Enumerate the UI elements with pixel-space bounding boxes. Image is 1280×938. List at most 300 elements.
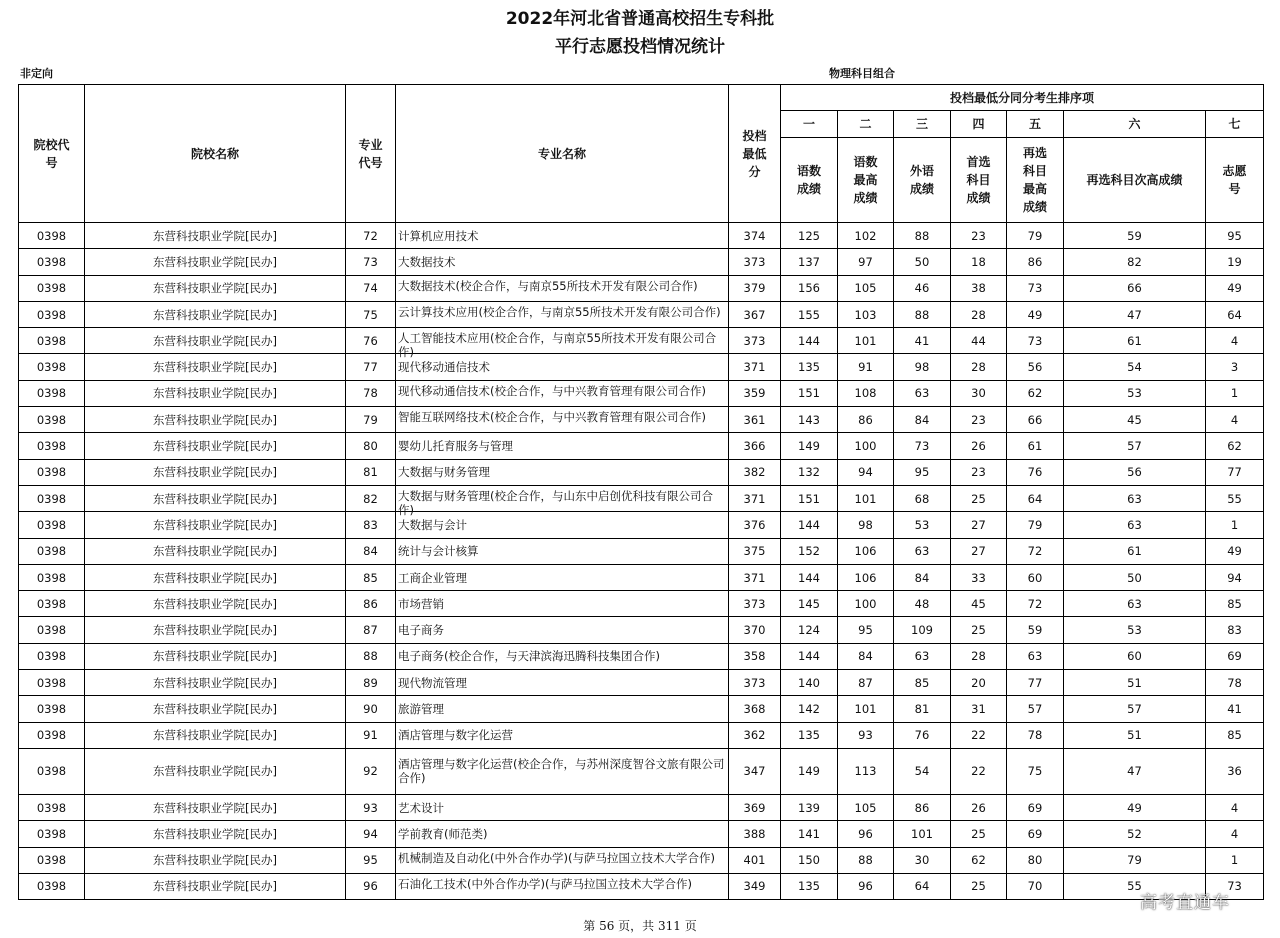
major-name-text: 云计算技术应用(校企合作，与南京55所技术开发有限公司合作) [398,304,721,319]
cell-foreign-lang-score: 73 [894,433,951,459]
cell-school-code: 0398 [19,643,85,669]
cell-min-score: 366 [729,433,781,459]
cell-first-subject-score: 30 [951,380,1007,406]
cell-school-name: 东营科技职业学院[民办] [85,407,346,433]
cell-foreign-lang-score: 30 [894,847,951,873]
cell-first-subject-score: 27 [951,512,1007,538]
cell-chinese-math-max: 105 [838,794,894,820]
cell-second-subject-next: 47 [1064,301,1206,327]
cell-foreign-lang-score: 84 [894,564,951,590]
cell-major-code: 80 [346,433,396,459]
cell-first-subject-score: 33 [951,564,1007,590]
cell-school-name: 东营科技职业学院[民办] [85,847,346,873]
table-row [19,380,1264,406]
cell-major-name [396,407,729,433]
table-row [19,407,1264,433]
header-order-4: 四 [951,111,1007,138]
page-title: 2022年河北省普通高校招生专科批 [505,9,775,29]
cell-foreign-lang-score: 68 [894,485,951,511]
major-name-text: 大数据与财务管理(校企合作，与山东中启创优科技有限公司合作) [398,488,713,517]
table-row [19,433,1264,459]
cell-school-code: 0398 [19,847,85,873]
cell-chinese-math-score: 144 [781,512,838,538]
cell-first-subject-score: 62 [951,847,1007,873]
header-order-6: 六 [1064,111,1206,138]
table-row [19,748,1264,794]
cell-chinese-math-score: 151 [781,485,838,511]
cell-foreign-lang-score: 63 [894,538,951,564]
cell-school-code: 0398 [19,459,85,485]
cell-major-name [396,873,729,899]
cell-major-code: 93 [346,794,396,820]
table-row [19,564,1264,590]
cell-chinese-math-score: 152 [781,538,838,564]
header-min-score: 投档最低分 [729,85,781,223]
cell-chinese-math-score: 145 [781,591,838,617]
cell-major-name [396,485,729,517]
header-major-code: 专业代号 [346,85,396,223]
header-sort-item-3: 外语成绩 [894,138,951,223]
cell-choice-number: 36 [1206,748,1264,794]
cell-first-subject-score: 23 [951,407,1007,433]
table-row [19,485,1264,511]
cell-foreign-lang-score: 63 [894,643,951,669]
cell-first-subject-score: 25 [951,821,1007,847]
table-row [19,696,1264,722]
cell-major-name: 计算机应用技术 [396,223,729,249]
cell-major-code: 90 [346,696,396,722]
cell-chinese-math-max: 97 [838,249,894,275]
table-row [19,249,1264,275]
cell-school-code: 0398 [19,591,85,617]
table-row [19,301,1264,327]
table-row [19,591,1264,617]
cell-school-name: 东营科技职业学院[民办] [85,696,346,722]
table-row [19,354,1264,380]
cell-first-subject-score: 25 [951,873,1007,899]
cell-major-code: 82 [346,485,396,511]
cell-min-score: 401 [729,847,781,873]
table-row [19,670,1264,696]
table-row [19,459,1264,485]
cell-major-name: 现代移动通信技术 [396,354,729,380]
cell-chinese-math-max: 88 [838,847,894,873]
cell-foreign-lang-score: 95 [894,459,951,485]
cell-chinese-math-max: 91 [838,354,894,380]
cell-major-name: 电子商务 [396,617,729,643]
cell-chinese-math-max: 84 [838,643,894,669]
cell-major-name: 酒店管理与数字化运营 [396,722,729,748]
cell-chinese-math-max: 101 [838,328,894,354]
cell-foreign-lang-score: 86 [894,794,951,820]
cell-choice-number: 4 [1206,407,1264,433]
cell-chinese-math-max: 96 [838,821,894,847]
cell-foreign-lang-score: 88 [894,301,951,327]
cell-choice-number: 4 [1206,794,1264,820]
cell-school-code: 0398 [19,696,85,722]
cell-chinese-math-max: 102 [838,223,894,249]
cell-second-subject-next: 49 [1064,794,1206,820]
table-row [19,617,1264,643]
cell-foreign-lang-score: 88 [894,223,951,249]
cell-major-name: 大数据技术 [396,249,729,275]
cell-school-name: 东营科技职业学院[民办] [85,722,346,748]
cell-foreign-lang-score: 109 [894,617,951,643]
cell-second-subject-max: 56 [1007,354,1064,380]
cell-first-subject-score: 22 [951,722,1007,748]
major-name-text: 现代移动通信技术(校企合作，与中兴教育管理有限公司合作) [398,383,706,398]
cell-second-subject-max: 60 [1007,564,1064,590]
table-row [19,538,1264,564]
cell-choice-number: 95 [1206,223,1264,249]
cell-first-subject-score: 27 [951,538,1007,564]
cell-foreign-lang-score: 46 [894,275,951,301]
cell-second-subject-max: 73 [1007,328,1064,354]
cell-chinese-math-max: 101 [838,696,894,722]
cell-first-subject-score: 18 [951,249,1007,275]
header-sort-item-7: 志愿号 [1206,138,1264,223]
cell-major-code: 73 [346,249,396,275]
cell-chinese-math-score: 137 [781,249,838,275]
cell-first-subject-score: 25 [951,617,1007,643]
cell-major-name [396,380,729,406]
cell-choice-number: 78 [1206,670,1264,696]
header-tie-group: 投档最低分同分考生排序项 [781,85,1264,111]
cell-school-code: 0398 [19,538,85,564]
cell-min-score: 376 [729,512,781,538]
cell-major-name: 大数据与财务管理 [396,459,729,485]
cell-school-name: 东营科技职业学院[民办] [85,873,346,899]
cell-foreign-lang-score: 54 [894,748,951,794]
cell-first-subject-score: 28 [951,301,1007,327]
cell-chinese-math-max: 87 [838,670,894,696]
cell-chinese-math-max: 96 [838,873,894,899]
cell-major-code: 91 [346,722,396,748]
cell-school-code: 0398 [19,564,85,590]
cell-first-subject-score: 38 [951,275,1007,301]
cell-chinese-math-max: 86 [838,407,894,433]
cell-school-code: 0398 [19,328,85,354]
cell-chinese-math-score: 139 [781,794,838,820]
cell-chinese-math-score: 132 [781,459,838,485]
cell-second-subject-max: 70 [1007,873,1064,899]
cell-major-code: 77 [346,354,396,380]
cell-school-name: 东营科技职业学院[民办] [85,301,346,327]
cell-major-name [396,847,729,873]
cell-second-subject-max: 66 [1007,407,1064,433]
cell-school-code: 0398 [19,407,85,433]
cell-foreign-lang-score: 63 [894,380,951,406]
cell-major-code: 96 [346,873,396,899]
cell-second-subject-next: 57 [1064,696,1206,722]
cell-major-name: 艺术设计 [396,794,729,820]
cell-choice-number: 83 [1206,617,1264,643]
cell-first-subject-score: 23 [951,459,1007,485]
cell-major-name: 酒店管理与数字化运营(校企合作，与苏州深度智谷文旅有限公司合作) [396,748,729,794]
cell-major-name: 旅游管理 [396,696,729,722]
cell-chinese-math-max: 106 [838,538,894,564]
table-row [19,794,1264,820]
cell-min-score: 371 [729,354,781,380]
cell-foreign-lang-score: 50 [894,249,951,275]
cell-major-name: 学前教育(师范类) [396,821,729,847]
header-order-5: 五 [1007,111,1064,138]
cell-school-name: 东营科技职业学院[民办] [85,249,346,275]
cell-second-subject-max: 73 [1007,275,1064,301]
cell-foreign-lang-score: 48 [894,591,951,617]
cell-school-name: 东营科技职业学院[民办] [85,617,346,643]
cell-chinese-math-max: 95 [838,617,894,643]
cell-choice-number: 85 [1206,591,1264,617]
cell-first-subject-score: 20 [951,670,1007,696]
cell-choice-number: 19 [1206,249,1264,275]
major-name-text: 机械制造及自动化(中外合作办学)(与萨马拉国立技术大学合作) [398,850,715,865]
cell-second-subject-max: 86 [1007,249,1064,275]
cell-major-name: 现代物流管理 [396,670,729,696]
cell-school-code: 0398 [19,275,85,301]
major-name-text: 石油化工技术(中外合作办学)(与萨马拉国立技术大学合作) [398,876,692,891]
cell-chinese-math-max: 105 [838,275,894,301]
cell-second-subject-next: 50 [1064,564,1206,590]
cell-second-subject-next: 59 [1064,223,1206,249]
cell-major-name: 市场营销 [396,591,729,617]
cell-first-subject-score: 28 [951,643,1007,669]
cell-min-score: 347 [729,748,781,794]
subject-group-label: 物理科目组合 [829,67,895,80]
cell-second-subject-max: 72 [1007,538,1064,564]
cell-second-subject-next: 52 [1064,821,1206,847]
cell-second-subject-max: 49 [1007,301,1064,327]
cell-chinese-math-max: 100 [838,591,894,617]
cell-school-name: 东营科技职业学院[民办] [85,459,346,485]
cell-school-name: 东营科技职业学院[民办] [85,564,346,590]
cell-choice-number: 55 [1206,485,1264,511]
cell-school-code: 0398 [19,380,85,406]
cell-second-subject-next: 63 [1064,512,1206,538]
cell-second-subject-next: 51 [1064,722,1206,748]
cell-school-name: 东营科技职业学院[民办] [85,512,346,538]
cell-second-subject-next: 56 [1064,459,1206,485]
cell-min-score: 371 [729,485,781,511]
cell-foreign-lang-score: 84 [894,407,951,433]
cell-first-subject-score: 28 [951,354,1007,380]
cell-major-code: 87 [346,617,396,643]
cell-chinese-math-max: 113 [838,748,894,794]
page-footer: 第 56 页，共 311 页 [583,919,697,933]
cell-min-score: 361 [729,407,781,433]
cell-foreign-lang-score: 53 [894,512,951,538]
cell-second-subject-next: 82 [1064,249,1206,275]
cell-second-subject-next: 55 [1064,873,1206,899]
cell-choice-number: 64 [1206,301,1264,327]
cell-school-name: 东营科技职业学院[民办] [85,223,346,249]
cell-second-subject-next: 61 [1064,538,1206,564]
cell-foreign-lang-score: 64 [894,873,951,899]
cell-major-code: 76 [346,328,396,354]
cell-chinese-math-score: 149 [781,433,838,459]
cell-chinese-math-score: 144 [781,328,838,354]
header-order-3: 三 [894,111,951,138]
cell-chinese-math-score: 135 [781,722,838,748]
cell-chinese-math-score: 141 [781,821,838,847]
cell-major-name: 工商企业管理 [396,564,729,590]
cell-second-subject-max: 79 [1007,223,1064,249]
cell-major-code: 72 [346,223,396,249]
cell-major-code: 94 [346,821,396,847]
cell-school-code: 0398 [19,794,85,820]
cell-min-score: 349 [729,873,781,899]
cell-major-code: 79 [346,407,396,433]
cell-second-subject-next: 60 [1064,643,1206,669]
cell-choice-number: 85 [1206,722,1264,748]
cell-first-subject-score: 22 [951,748,1007,794]
cell-second-subject-max: 77 [1007,670,1064,696]
cell-school-name: 东营科技职业学院[民办] [85,670,346,696]
cell-school-name: 东营科技职业学院[民办] [85,380,346,406]
cell-choice-number: 41 [1206,696,1264,722]
cell-chinese-math-score: 143 [781,407,838,433]
cell-first-subject-score: 25 [951,485,1007,511]
cell-second-subject-max: 72 [1007,591,1064,617]
cell-school-name: 东营科技职业学院[民办] [85,821,346,847]
table-row [19,328,1264,354]
page-subtitle: 平行志愿投档情况统计 [555,37,725,57]
cell-min-score: 370 [729,617,781,643]
cell-first-subject-score: 31 [951,696,1007,722]
cell-major-code: 89 [346,670,396,696]
cell-major-name: 统计与会计核算 [396,538,729,564]
cell-school-code: 0398 [19,748,85,794]
cell-school-name: 东营科技职业学院[民办] [85,591,346,617]
cell-min-score: 382 [729,459,781,485]
header-order-1: 一 [781,111,838,138]
cell-choice-number: 77 [1206,459,1264,485]
cell-second-subject-next: 47 [1064,748,1206,794]
cell-school-name: 东营科技职业学院[民办] [85,485,346,511]
table-row [19,821,1264,847]
cell-choice-number: 73 [1206,873,1264,899]
cell-first-subject-score: 26 [951,433,1007,459]
cell-second-subject-next: 61 [1064,328,1206,354]
cell-major-name [396,328,729,360]
cell-second-subject-next: 66 [1064,275,1206,301]
cell-major-code: 78 [346,380,396,406]
major-name-text: 智能互联网络技术(校企合作，与中兴教育管理有限公司合作) [398,410,706,425]
cell-second-subject-next: 54 [1064,354,1206,380]
major-name-text: 大数据技术(校企合作，与南京55所技术开发有限公司合作) [398,278,698,293]
cell-chinese-math-score: 142 [781,696,838,722]
cell-major-code: 92 [346,748,396,794]
cell-school-code: 0398 [19,512,85,538]
watermark: 高考直通车 [1140,893,1230,913]
table-row [19,512,1264,538]
header-sort-item-2: 语数最高成绩 [838,138,894,223]
cell-min-score: 368 [729,696,781,722]
cell-major-code: 83 [346,512,396,538]
cell-choice-number: 49 [1206,538,1264,564]
cell-choice-number: 3 [1206,354,1264,380]
cell-second-subject-next: 53 [1064,617,1206,643]
cell-choice-number: 1 [1206,847,1264,873]
cell-min-score: 374 [729,223,781,249]
cell-choice-number: 1 [1206,380,1264,406]
cell-chinese-math-score: 150 [781,847,838,873]
cell-min-score: 373 [729,328,781,354]
cell-major-code: 88 [346,643,396,669]
cell-foreign-lang-score: 76 [894,722,951,748]
cell-second-subject-max: 69 [1007,794,1064,820]
cell-min-score: 379 [729,275,781,301]
cell-first-subject-score: 44 [951,328,1007,354]
cell-second-subject-next: 45 [1064,407,1206,433]
cell-chinese-math-max: 93 [838,722,894,748]
cell-chinese-math-score: 124 [781,617,838,643]
table-row [19,275,1264,301]
cell-school-code: 0398 [19,485,85,511]
cell-chinese-math-max: 103 [838,301,894,327]
cell-major-code: 75 [346,301,396,327]
table-row [19,223,1264,249]
cell-school-name: 东营科技职业学院[民办] [85,794,346,820]
cell-school-name: 东营科技职业学院[民办] [85,643,346,669]
cell-school-code: 0398 [19,354,85,380]
cell-school-code: 0398 [19,821,85,847]
cell-chinese-math-max: 100 [838,433,894,459]
cell-min-score: 367 [729,301,781,327]
header-sort-item-1: 语数成绩 [781,138,838,223]
cell-chinese-math-score: 125 [781,223,838,249]
table-row [19,873,1264,899]
cell-second-subject-max: 76 [1007,459,1064,485]
cell-chinese-math-score: 144 [781,564,838,590]
cell-school-code: 0398 [19,670,85,696]
cell-second-subject-max: 62 [1007,380,1064,406]
cell-choice-number: 49 [1206,275,1264,301]
cell-second-subject-max: 78 [1007,722,1064,748]
admission-table [18,84,1264,900]
cell-second-subject-max: 69 [1007,821,1064,847]
cell-min-score: 358 [729,643,781,669]
cell-chinese-math-score: 135 [781,354,838,380]
cell-school-name: 东营科技职业学院[民办] [85,748,346,794]
cell-chinese-math-max: 106 [838,564,894,590]
cell-second-subject-max: 80 [1007,847,1064,873]
cell-second-subject-next: 51 [1064,670,1206,696]
cell-second-subject-next: 53 [1064,380,1206,406]
cell-school-name: 东营科技职业学院[民办] [85,538,346,564]
table-row [19,643,1264,669]
cell-second-subject-max: 59 [1007,617,1064,643]
cell-chinese-math-max: 94 [838,459,894,485]
cell-second-subject-max: 64 [1007,485,1064,511]
cell-school-name: 东营科技职业学院[民办] [85,354,346,380]
header-order-2: 二 [838,111,894,138]
cell-foreign-lang-score: 98 [894,354,951,380]
cell-major-code: 74 [346,275,396,301]
cell-school-name: 东营科技职业学院[民办] [85,275,346,301]
cell-foreign-lang-score: 41 [894,328,951,354]
header-school-code: 院校代号 [19,85,85,223]
cell-school-name: 东营科技职业学院[民办] [85,328,346,354]
cell-chinese-math-score: 144 [781,643,838,669]
cell-second-subject-max: 61 [1007,433,1064,459]
cell-first-subject-score: 45 [951,591,1007,617]
cell-school-name: 东营科技职业学院[民办] [85,433,346,459]
cell-min-score: 375 [729,538,781,564]
cell-chinese-math-score: 135 [781,873,838,899]
cell-foreign-lang-score: 85 [894,670,951,696]
cell-major-code: 84 [346,538,396,564]
